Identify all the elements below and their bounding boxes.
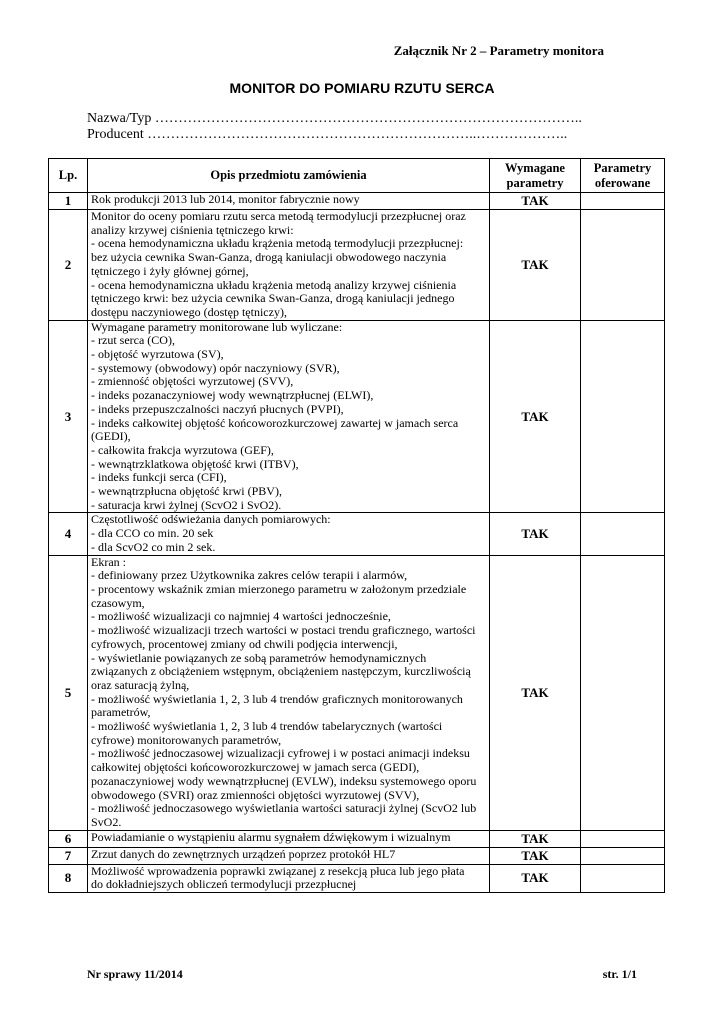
row-description xyxy=(88,513,490,555)
description-line: parametrów, xyxy=(91,705,151,720)
description-line: tętniczego krwi: bez użycia cewnika Swan-Ganza, drogą kaniulacji jednego xyxy=(91,291,455,306)
description-line: do dokładniejszych obliczeń termodylucji przezpłucnej xyxy=(91,877,357,892)
description-line: Możliwość wprowadzenia poprawki związanej z resekcją płuca lub jego płata xyxy=(91,863,465,878)
offered-value-cell[interactable] xyxy=(581,513,665,555)
offered-value-cell[interactable] xyxy=(581,847,665,864)
row-number: 1 xyxy=(49,193,88,210)
description-line: Wymagane parametry monitorowane lub wyliczane: xyxy=(91,319,343,334)
required-value: TAK xyxy=(490,555,581,830)
description-line: Rok produkcji 2013 lub 2014, monitor fabrycznie nowy xyxy=(91,192,360,206)
description-line: - dla ScvO2 co min 2 sek. xyxy=(91,539,216,554)
description-line: - możliwość wyświetlania 1, 2, 3 lub 4 trendów graficznych monitorowanych xyxy=(91,691,463,706)
description-line: dostępu naczyniowego (dostęp tętniczy), xyxy=(91,304,287,319)
description-line: - możliwość jednoczasowego wyświetlania wartości saturacji żylnej (ScvO2 lub xyxy=(91,801,477,816)
row-description xyxy=(88,210,490,321)
row-description xyxy=(88,555,490,830)
row-description xyxy=(88,864,490,892)
document-title: MONITOR DO POMIARU RZUTU SERCA xyxy=(229,80,495,96)
description-line: - możliwość wizualizacji co najmniej 4 wartości jednocześnie, xyxy=(91,609,391,624)
required-value: TAK xyxy=(490,830,581,847)
description-line: SvO2. xyxy=(91,814,122,829)
row-description xyxy=(88,847,490,864)
description-line: - wewnątrzpłucna objętość krwi (PBV), xyxy=(91,484,282,499)
table-row xyxy=(49,193,665,210)
description-line: związanych z obciążeniem wstępnym, obciążeniem następczym, kurczliwością xyxy=(91,664,471,679)
header-description: Opis przedmiotu zamówienia xyxy=(88,159,490,193)
description-line: pozanaczyniowej wody wewnątrzpłucnej (EVLW), indeksu systemowego oporu xyxy=(91,773,477,788)
offered-value-cell[interactable] xyxy=(581,210,665,321)
required-value: TAK xyxy=(490,210,581,321)
description-line: cyfrowych, procentowej zmiany od chwili podjęcia interwencji, xyxy=(91,636,398,651)
description-line: - wewnątrzklatkowa objętość krwi (ITBV), xyxy=(91,456,299,471)
description-line: Powiadamianie o wystąpieniu alarmu sygnałem dźwiękowym i wizualnym xyxy=(91,829,451,844)
row-number: 8 xyxy=(49,864,88,892)
table-row xyxy=(49,830,665,847)
required-value: TAK xyxy=(490,193,581,210)
description-line: - indeks całkowitej objętość końcoworozkurczowej zawartej w jamach serca xyxy=(91,415,459,430)
description-line: Monitor do oceny pomiaru rzutu serca metodą termodylucji przezpłucnej oraz xyxy=(91,209,466,223)
description-line: - możliwość jednoczasowej wizualizacji cyfrowej i w postaci animacji indeksu xyxy=(91,746,470,761)
description-line: - indeks przepuszczalności naczyń płucnych (PVPI), xyxy=(91,401,344,416)
table-body xyxy=(49,193,665,893)
annex-label: Załącznik Nr 2 – Parametry monitora xyxy=(393,43,604,58)
description-line: tętniczego i żyły głównej górnej, xyxy=(91,263,249,278)
table-row xyxy=(49,864,665,892)
description-line: - całkowita frakcja wyrzutowa (GEF), xyxy=(91,442,274,457)
description-line: - definiowany przez Użytkownika zakres celów terapii i alarmów, xyxy=(91,568,408,583)
row-number: 7 xyxy=(49,847,88,864)
description-line: - wyświetlanie powiązanych ze sobą parametrów hemodynamicznych xyxy=(91,650,427,665)
specification-table xyxy=(48,158,665,893)
description-line: bez użycia cewnika Swan-Ganza, drogą kaniulacji obwodowego naczynia xyxy=(91,250,447,265)
offered-value-cell[interactable] xyxy=(581,864,665,892)
description-line: - możliwość wizualizacji trzech wartości w postaci trendu graficznego, wartości xyxy=(91,623,476,638)
case-number: Nr sprawy 11/2014 xyxy=(87,967,183,981)
description-line: (GEDI), xyxy=(91,429,131,444)
row-number: 5 xyxy=(49,555,88,830)
description-line: - systemowy (obwodowy) opór naczyniowy (SVR), xyxy=(91,360,340,375)
row-number: 3 xyxy=(49,320,88,513)
description-line: obwodowego (SVRI) oraz zmienności objętości wyrzutowej (SVV), xyxy=(91,787,420,802)
offered-value-cell[interactable] xyxy=(581,555,665,830)
description-line: cyfrowe) monitorowanych parametrów, xyxy=(91,732,282,747)
row-number: 2 xyxy=(49,210,88,321)
description-line: - procentowy wskaźnik zmian mierzonego parametru w założonym przedziale xyxy=(91,581,467,596)
header-required: Wymagane parametry xyxy=(490,159,581,193)
row-number: 4 xyxy=(49,513,88,555)
table-row xyxy=(49,320,665,513)
producer-field: Producent ……………………………………………………………..……………….. xyxy=(87,127,568,142)
offered-value-cell[interactable] xyxy=(581,830,665,847)
header-offered: Parametry oferowane xyxy=(581,159,665,193)
description-line: - ocena hemodynamiczna układu krążenia metodą termodylucji przezpłucnej: xyxy=(91,236,464,251)
description-line: - dla CCO co min. 20 sek xyxy=(91,526,214,541)
name-type-field: Nazwa/Typ ……………………………………………………………………………….. xyxy=(87,111,582,126)
description-line: czasowym, xyxy=(91,595,145,610)
description-line: oraz saturacją żylną, xyxy=(91,677,190,692)
header-lp: Lp. xyxy=(49,159,88,193)
description-line: - rzut serca (CO), xyxy=(91,333,175,348)
row-description xyxy=(88,830,490,847)
description-line: - ocena hemodynamiczna układu krążenia metodą analizy krzywej ciśnienia xyxy=(91,277,457,292)
table-row xyxy=(49,210,665,321)
description-line: Częstotliwość odświeżania danych pomiarowych: xyxy=(91,512,331,527)
page-number: str. 1/1 xyxy=(602,967,637,981)
offered-value-cell[interactable] xyxy=(581,193,665,210)
row-description xyxy=(88,193,490,210)
description-line: Ekran : xyxy=(91,554,126,569)
description-line: - zmienność objętości wyrzutowej (SVV), xyxy=(91,374,294,389)
offered-value-cell[interactable] xyxy=(581,320,665,513)
description-line: - indeks funkcji serca (CFI), xyxy=(91,470,227,485)
row-description xyxy=(88,320,490,513)
required-value: TAK xyxy=(490,864,581,892)
description-line: całkowitej objętości końcoworozkurczowej w jamach serca (GEDI), xyxy=(91,760,420,775)
description-line: - saturacja krwi żylnej (ScvO2 i SvO2). xyxy=(91,497,282,512)
table-row xyxy=(49,555,665,830)
row-number: 6 xyxy=(49,830,88,847)
required-value: TAK xyxy=(490,513,581,555)
description-line: - możliwość wyświetlania 1, 2, 3 lub 4 trendów tabelarycznych (wartości xyxy=(91,719,443,734)
description-line: analizy krzywej ciśnienia tętniczego krwi: xyxy=(91,222,294,237)
description-line: Zrzut danych do zewnętrznych urządzeń poprzez protokół HL7 xyxy=(91,846,396,861)
required-value: TAK xyxy=(490,320,581,513)
description-line: - indeks pozanaczyniowej wody wewnątrzpłucnej (ELWI), xyxy=(91,388,374,403)
required-value: TAK xyxy=(490,847,581,864)
description-line: - objętość wyrzutowa (SV), xyxy=(91,347,224,362)
table-row xyxy=(49,513,665,555)
table-row xyxy=(49,847,665,864)
